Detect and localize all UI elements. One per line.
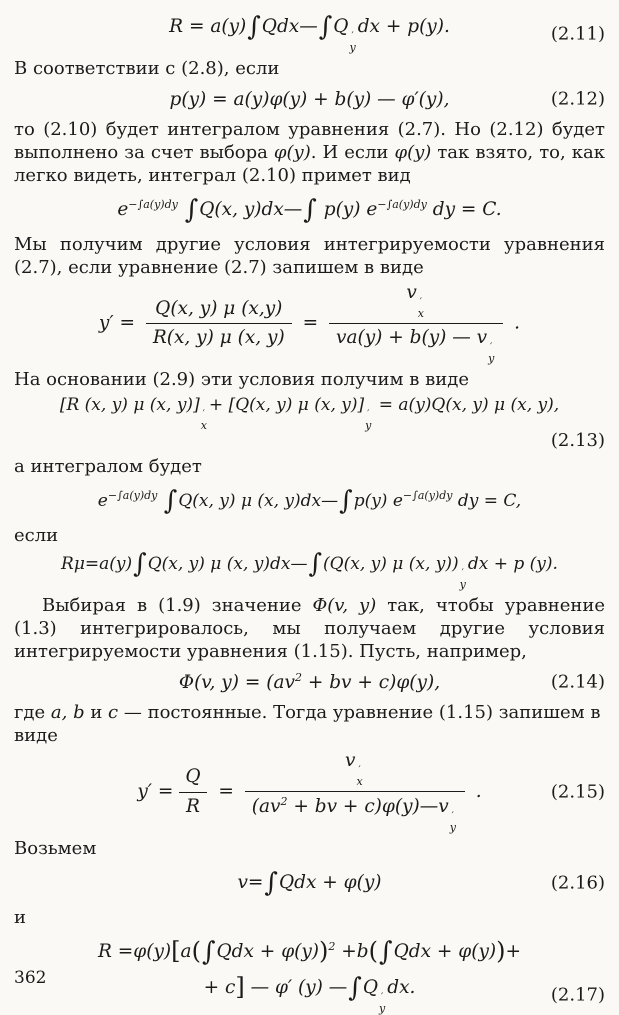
equation-2-16-number: (2.16) <box>550 872 605 894</box>
equation-2-16-body: v=∫Qdx + φ(y) <box>237 868 382 898</box>
equation-integral-form-2-body: $e^{-\int a(y)dy}$ ∫Q(x, y) μ (x, y)dx—∫p(y) $e^{-\int a(y)dy}$ dy = C, <box>97 486 522 516</box>
equation-r-mu <box>14 551 605 590</box>
equation-2-14-body: Φ(v, $y) = (av^2$ + bv + c)φ(y), <box>178 671 441 693</box>
equation-2-17-line-2 <box>14 975 605 1014</box>
equation-fraction-mu-body: y′ = $\frac{Q(x, y) \mu (x,y)}{R(x, y) \mu (x, y)}$ = v ′ x va(y) + b(y) — v ′ y . <box>98 282 521 365</box>
equation-2-15 <box>14 751 605 833</box>
equation-2-12-number: (2.12) <box>550 88 605 110</box>
equation-2-13-body: [R (x, y) μ (x, y)] ′ x + [Q(x, y) μ (x, y)] ′ y = a(y)Q(x, y) μ (x, y), <box>59 395 560 432</box>
paragraph-correspondence: В соответствии с (2.8), если <box>14 58 280 79</box>
paragraph-and-integral: а интегралом будет <box>14 456 202 477</box>
paragraph-and: и <box>14 907 26 928</box>
equation-integral-form-2 <box>14 482 605 520</box>
page-number: 362 <box>14 968 47 988</box>
equation-2-17-line-1-body: $R =\varphi(y)[a(\int Qdx + \varphi(y))^2 +b(\int Qdx + \varphi(y))+$ <box>98 937 521 967</box>
equation-integral-form-1 <box>14 191 605 229</box>
equation-2-16 <box>14 864 605 902</box>
equation-fraction-mu <box>14 283 605 364</box>
equation-2-12 <box>14 84 605 114</box>
equation-r-mu-body: Rμ=a(y)∫Q(x, y) μ (x, y)dx—∫(Q(x, y) μ (x, y)) ′ y dx + p (y). <box>61 549 558 591</box>
equation-2-15-number: (2.15) <box>550 781 605 803</box>
equation-2-12-body: p(y) = a(y)φ(y) + b(y) — φ′(y), <box>169 88 450 110</box>
equation-2-13-number: (2.13) <box>550 430 605 451</box>
equation-2-11-body: R = a(y)∫Qdx—∫Q ′ y dx + p(y). <box>169 12 450 54</box>
equation-integral-form-1-body: $e^{-\int a(y)dy}$ ∫Q(x, y)dx—∫ p(y) $e^{-\int a(y)dy}$ dy = C. <box>117 195 502 225</box>
equation-2-11 <box>14 14 605 53</box>
paragraph-on-basis-2-9: На основании (2.9) эти условия получим в виде <box>14 369 469 390</box>
equation-2-14-number: (2.14) <box>550 671 605 693</box>
paragraph-choosing: Выбирая в (1.9) значение Φ(v, y) так, чтобы уравнение (1.3) интегрировалось, мы получаем другие условия интегрируемости уравнения (1.15). Пусть, например, <box>14 595 605 662</box>
paragraph-if: если <box>14 525 59 546</box>
equation-2-14 <box>14 667 605 697</box>
equation-2-11-number: (2.11) <box>550 23 605 44</box>
paragraph-take: Возьмем <box>14 838 97 859</box>
equation-2-17-line-2-body: + c] — φ′ (y) —∫Q ′ y dx. <box>203 973 416 1015</box>
equation-2-17-number: (2.17) <box>550 984 605 1005</box>
equation-2-13 <box>14 395 605 431</box>
equation-2-13-number-line <box>14 431 605 451</box>
equation-2-15-body: y′ = $\frac{Q}{R}$ = v ′ x ($av^2$ + bv + c)φ(y)—v ′ y . <box>137 750 482 834</box>
paragraph-integral-2-10: то (2.10) будет интегралом уравнения (2.7). Но (2.12) будет выполнено за счет выбора φ(y). И если φ(y) так взято, то, как легко видеть, интеграл (2.10) примет вид <box>14 119 605 186</box>
paragraph-other-conditions: Мы получим другие условия интегрируемости уравнения (2.7), если уравнение (2.7) запишем в виде <box>14 234 605 278</box>
equation-2-17-line-1 <box>14 933 605 971</box>
paragraph-where-constants: где a, b и c — постоянные. Тогда уравнение (1.15) запишем в виде <box>14 702 601 746</box>
